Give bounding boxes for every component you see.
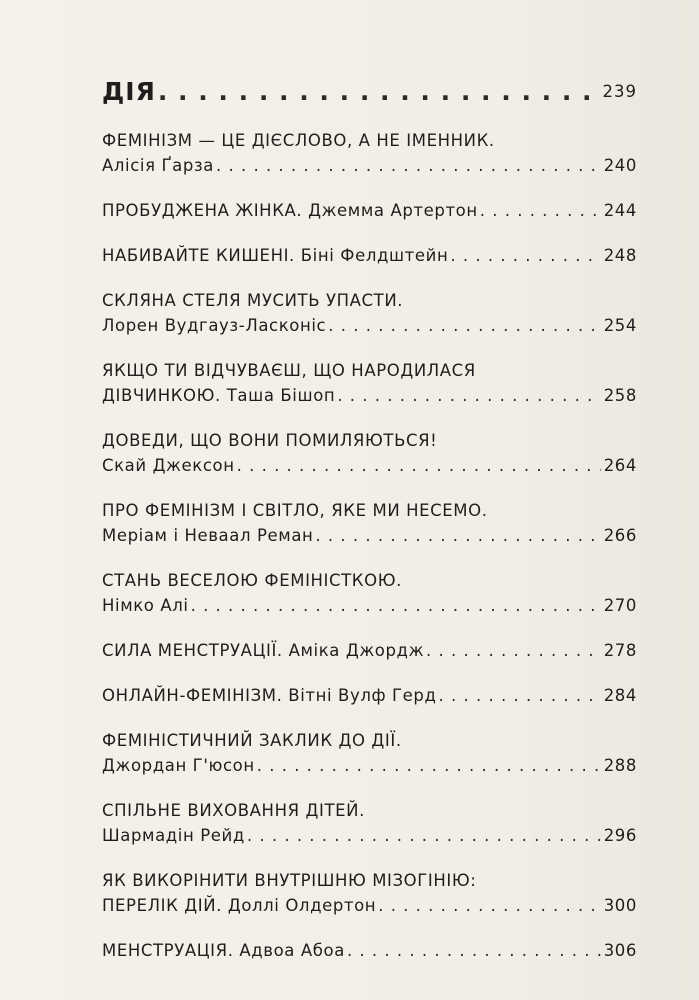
toc-entry — [102, 428, 637, 478]
dot-leader — [328, 313, 601, 338]
dot-leader — [480, 198, 601, 223]
entry-title-line: СКЛЯНА СТЕЛЯ МУСИТЬ УПАСТИ. — [102, 291, 404, 310]
entry-text: Джордан Г'юсон — [102, 756, 255, 775]
entry-text: Лорен Вудгауз-Ласконіс — [102, 316, 327, 335]
entry-page-number: 300 — [603, 896, 637, 915]
entry-page-number: 296 — [603, 826, 637, 845]
toc-entry — [102, 798, 637, 848]
entry-text: Меріам і Неваал Реман — [102, 526, 314, 545]
dot-leader — [337, 383, 601, 408]
toc-entry — [102, 868, 637, 918]
dot-leader — [315, 523, 601, 548]
dot-leader — [347, 938, 601, 963]
entry-page-number: 244 — [603, 201, 637, 220]
entry-author-line — [102, 198, 637, 223]
dot-leader — [247, 823, 601, 848]
entry-author-line — [102, 453, 637, 478]
entry-author-line — [102, 243, 637, 268]
section-page-number: 239 — [602, 82, 637, 101]
entry-author-line — [102, 593, 637, 618]
dot-leader — [158, 79, 601, 104]
toc-entry — [102, 728, 637, 778]
toc-entry — [102, 288, 637, 338]
entry-page-number: 284 — [603, 686, 637, 705]
entry-title-line: СТАНЬ ВЕСЕЛОЮ ФЕМІНІСТКОЮ. — [102, 571, 402, 590]
dot-leader — [191, 593, 601, 618]
entry-text: ОНЛАЙН-ФЕМІНІЗМ. Вітні Вулф Герд — [102, 686, 437, 705]
entry-page-number: 288 — [603, 756, 637, 775]
entry-title-line: ПРО ФЕМІНІЗМ І СВІТЛО, ЯКЕ МИ НЕСЕМО. — [102, 501, 488, 520]
dot-leader — [237, 453, 601, 478]
entry-author-line — [102, 383, 637, 408]
toc-entry — [102, 938, 637, 963]
entry-page-number: 258 — [603, 386, 637, 405]
entry-page-number: 254 — [603, 316, 637, 335]
dot-leader — [378, 893, 601, 918]
entry-author-line — [102, 523, 637, 548]
entry-text: Алісія Ґарза — [102, 156, 214, 175]
entry-title-line: ФЕМІНІСТИЧНИЙ ЗАКЛИК ДО ДІЇ. — [102, 731, 402, 750]
toc-entry — [102, 568, 637, 618]
entry-author-line — [102, 753, 637, 778]
section-heading — [102, 60, 637, 104]
toc-entry — [102, 243, 637, 268]
entry-text: Скай Джексон — [102, 456, 235, 475]
entry-text: СИЛА МЕНСТРУАЦІЇ. Аміка Джордж — [102, 641, 425, 660]
dot-leader — [216, 153, 601, 178]
entry-title-line: ДОВЕДИ, ЩО ВОНИ ПОМИЛЯЮТЬСЯ! — [102, 431, 438, 450]
entry-text: ДІВЧИНКОЮ. Таша Бішоп — [102, 386, 336, 405]
toc-entry — [102, 358, 637, 408]
toc-entry — [102, 128, 637, 178]
dot-leader — [426, 638, 601, 663]
entry-page-number: 278 — [603, 641, 637, 660]
entry-title-line: СПІЛЬНЕ ВИХОВАННЯ ДІТЕЙ. — [102, 801, 365, 820]
dot-leader — [439, 683, 601, 708]
entry-page-number: 248 — [603, 246, 637, 265]
entry-author-line — [102, 893, 637, 918]
entry-author-line — [102, 823, 637, 848]
entry-author-line — [102, 683, 637, 708]
entry-title-line: ЯКЩО ТИ ВІДЧУВАЄШ, ЩО НАРОДИЛАСЯ — [102, 361, 476, 380]
entry-text: ПЕРЕЛІК ДІЙ. Доллі Олдертон — [102, 896, 377, 915]
entry-author-line — [102, 313, 637, 338]
dot-leader — [450, 243, 601, 268]
entry-text: Шармадін Рейд — [102, 826, 245, 845]
entry-title-line: ФЕМІНІЗМ — ЦЕ ДІЄСЛОВО, А НЕ ІМЕННИК. — [102, 131, 495, 150]
toc-entry — [102, 638, 637, 663]
toc-entry — [102, 683, 637, 708]
entry-list — [102, 128, 637, 963]
toc-entry — [102, 198, 637, 223]
entry-page-number: 270 — [603, 596, 637, 615]
table-of-contents — [102, 60, 637, 963]
entry-text: ПРОБУДЖЕНА ЖІНКА. Джемма Артертон — [102, 201, 478, 220]
entry-text: Німко Алі — [102, 596, 189, 615]
entry-text: МЕНСТРУАЦІЯ. Адвоа Абоа — [102, 941, 345, 960]
entry-text: НАБИВАЙТЕ КИШЕНІ. Біні Фелдштейн — [102, 246, 449, 265]
entry-page-number: 306 — [603, 941, 637, 960]
dot-leader — [257, 753, 601, 778]
entry-page-number: 240 — [603, 156, 637, 175]
entry-author-line — [102, 153, 637, 178]
entry-page-number: 266 — [603, 526, 637, 545]
entry-author-line — [102, 938, 637, 963]
section-title: ДІЯ — [102, 77, 156, 106]
entry-page-number: 264 — [603, 456, 637, 475]
entry-author-line — [102, 638, 637, 663]
entry-title-line: ЯК ВИКОРІНИТИ ВНУТРІШНЮ МІЗОГІНІЮ: — [102, 871, 477, 890]
toc-entry — [102, 498, 637, 548]
